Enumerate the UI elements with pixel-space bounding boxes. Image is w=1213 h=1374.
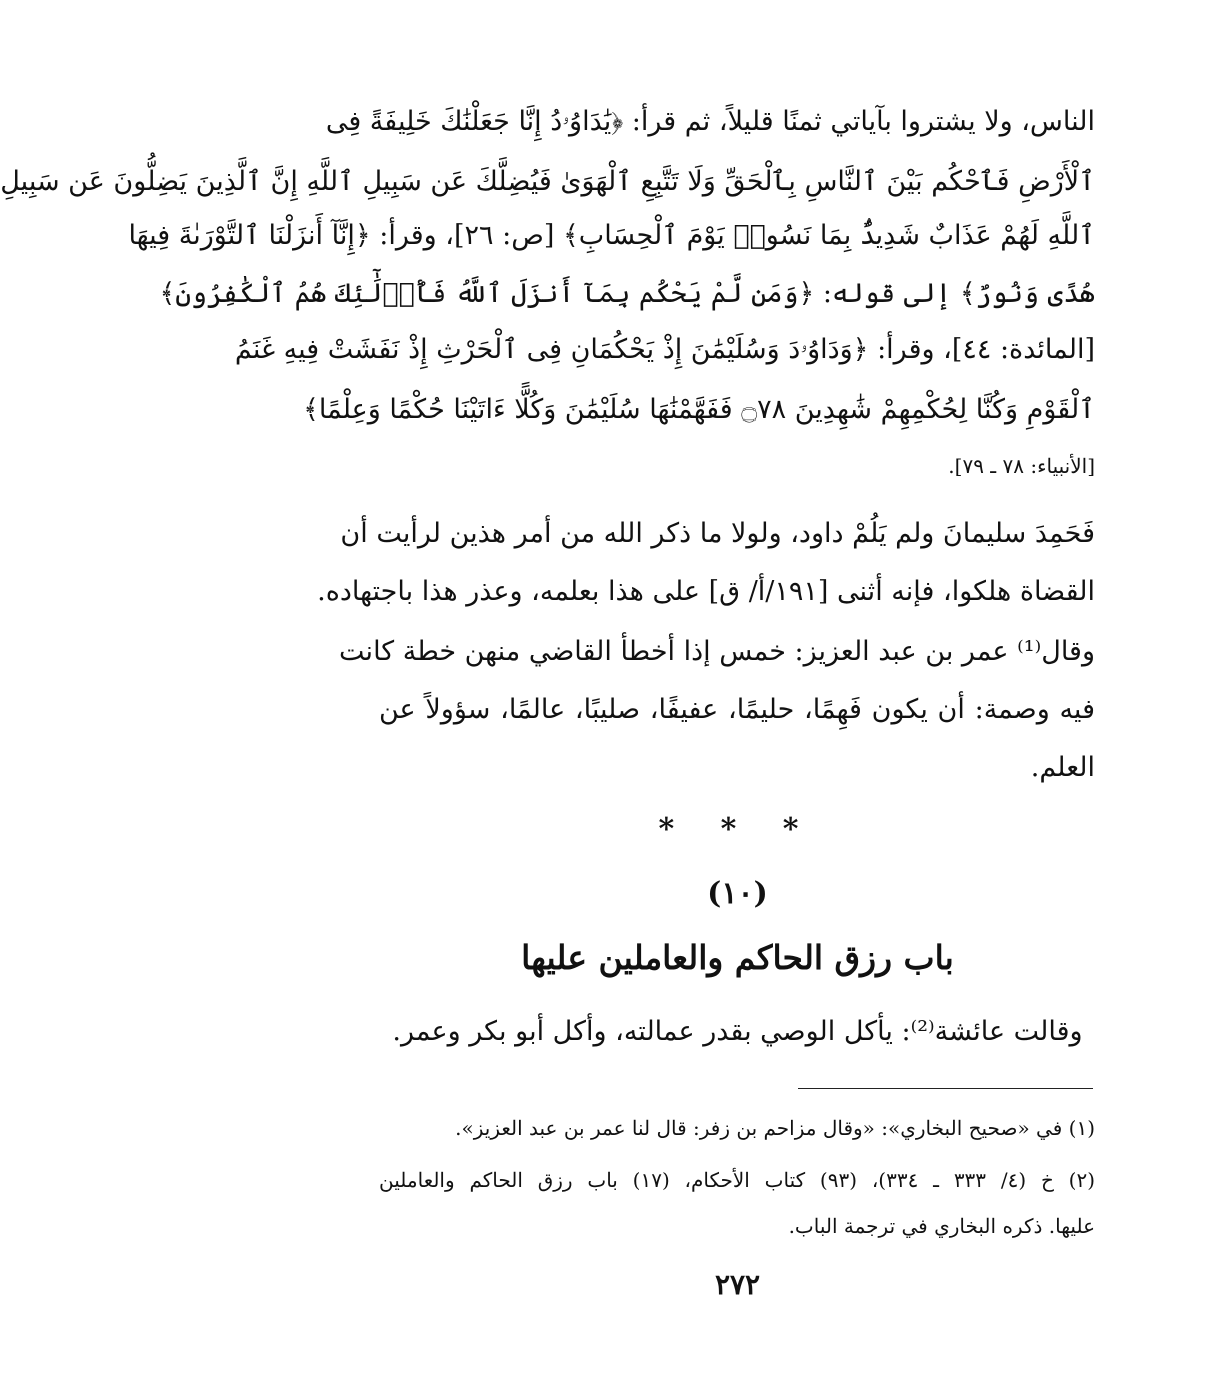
footnote-divider <box>798 1088 1093 1089</box>
section-number: (١٠) <box>707 876 768 911</box>
text-line: القضاة هلكوا، فإنه أثنى [١٩١/أ/ ق] على هذا بعلمه، وعذر هذا باجتهاده. <box>317 576 1095 607</box>
text-line: ٱلْقَوْمِ وَكُنَّا لِحُكْمِهِمْ شَٰهِدِينَ ۝٧٨ فَفَهَّمْنَٰهَا سُلَيْمَٰنَ وَكُلًّا ءَاتَيْنَا حُكْمًا وَعِلْمًا﴾ <box>303 394 1095 425</box>
text-line: ٱلْأَرْضِ فَٱحْكُم بَيْنَ ٱلنَّاسِ بِٱلْحَقِّ وَلَا تَتَّبِعِ ٱلْهَوَىٰ فَيُضِلَّكَ عَن سَبِيلِ ٱللَّهِ إِنَّ ٱلَّذِينَ يَضِلُّونَ عَن سَبِيلِ <box>0 166 1095 197</box>
text-line: فيه وصمة: أن يكون فَهِمًا، حليمًا، عفيفًا، صليبًا، عالمًا، سؤولاً عن <box>379 694 1095 725</box>
verse-reference: [الأنبياء: ٧٨ ـ ٧٩]. <box>948 454 1095 478</box>
section-title: باب رزق الحاكم والعاملين عليها <box>521 938 954 977</box>
text-line: العلم. <box>1030 752 1095 783</box>
text-line: وقال⁽¹⁾ عمر بن عبد العزيز: خمس إذا أخطأ القاضي منهن خطة كانت <box>339 636 1095 667</box>
section-separator: * * * <box>658 812 817 847</box>
page-number: ٢٧٢ <box>714 1268 761 1301</box>
text-line: ٱللَّهِ لَهُمْ عَذَابٌ شَدِيدٌۢ بِمَا نَسُوا۟ يَوْمَ ٱلْحِسَابِ﴾ [ص: ٢٦]، وقرأ: ﴿إِنَّآ أَنزَلْنَا ٱلتَّوْرَىٰةَ فِيهَا <box>128 220 1095 251</box>
text-line: [المائدة: ٤٤]، وقرأ: ﴿وَدَاوُۥدَ وَسُلَيْمَٰنَ إِذْ يَحْكُمَانِ فِى ٱلْحَرْثِ إِذْ نَفَشَتْ فِيهِ غَنَمُ <box>234 334 1095 365</box>
text-line: هُدًى وَنُورٌ﴾ إلى قوله: ﴿وَمَن لَّمْ يَحْكُم بِمَآ أَنزَلَ ٱللَّهُ فَأُو۟لَٰٓئِكَ هُمُ ٱلْكَٰفِرُونَ﴾ <box>159 278 1095 309</box>
footnote-2-continued: عليها. ذكره البخاري في ترجمة الباب. <box>788 1214 1095 1238</box>
section-body: وقالت عائشة⁽²⁾: يأكل الوصي بقدر عمالته، وأكل أبو بكر وعمر. <box>392 1016 1083 1047</box>
text-line: الناس، ولا يشتروا بآياتي ثمنًا قليلاً، ثم قرأ: ﴿يَٰدَاوُۥدُ إِنَّا جَعَلْنَٰكَ خَلِيفَةً فِى <box>325 106 1095 137</box>
footnote-1: (١) في «صحيح البخاري»: «وقال مزاحم بن زفر: قال لنا عمر بن عبد العزيز». <box>455 1116 1095 1140</box>
text-line: فَحَمِدَ سليمانَ ولم يَلُمْ داود، ولولا ما ذكر الله من أمر هذين لرأيت أن <box>340 518 1095 549</box>
footnote-2: (٢) خ (٤/ ٣٣٣ ـ ٣٣٤)، (٩٣) كتاب الأحكام، (١٧) باب رزق الحاكم والعاملين <box>379 1168 1096 1192</box>
